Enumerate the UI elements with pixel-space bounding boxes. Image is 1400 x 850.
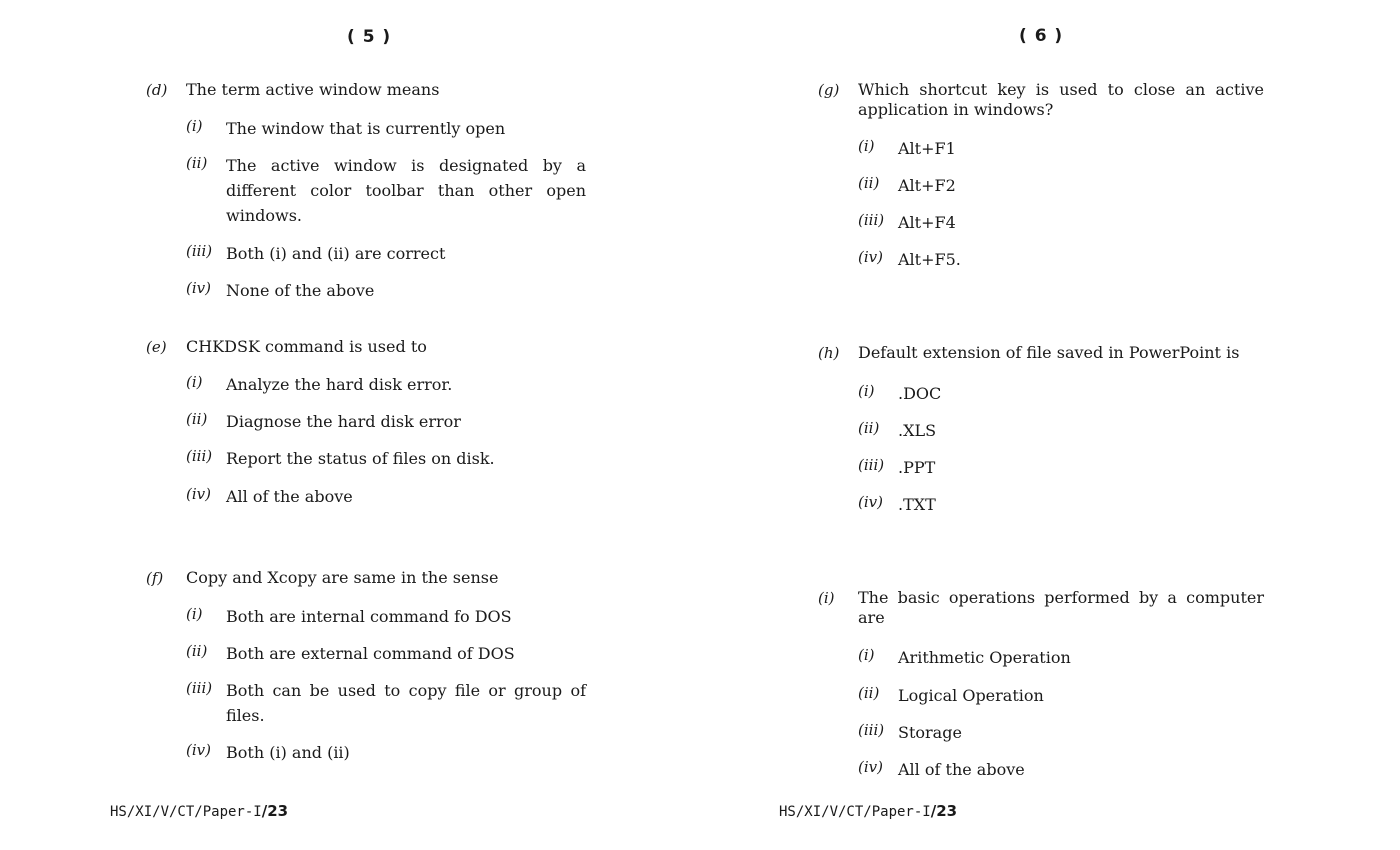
option-text: Alt+F2 bbox=[898, 176, 956, 195]
paper-code-left bbox=[110, 802, 288, 820]
option-text: All of the above bbox=[898, 760, 1025, 779]
page-number-left: ( 5 ) bbox=[347, 27, 392, 47]
option bbox=[818, 683, 1264, 708]
option bbox=[818, 173, 1264, 198]
option-list bbox=[146, 604, 596, 765]
option bbox=[818, 455, 1264, 480]
option bbox=[146, 484, 596, 509]
option-label: (ii) bbox=[186, 154, 208, 172]
question-i bbox=[818, 588, 1264, 782]
option-label: (iii) bbox=[186, 447, 213, 465]
option bbox=[146, 116, 596, 141]
option-label: (iv) bbox=[186, 485, 211, 503]
question-label: (e) bbox=[146, 338, 167, 356]
option-label: (i) bbox=[858, 137, 875, 155]
question-head bbox=[818, 343, 1264, 363]
option-text: The window that is currently open bbox=[226, 119, 506, 138]
option bbox=[146, 372, 596, 397]
option-text: Arithmetic Operation bbox=[898, 648, 1071, 667]
option-text: Both are internal command fo DOS bbox=[226, 607, 512, 626]
option-list bbox=[818, 645, 1264, 782]
option-text: Logical Operation bbox=[898, 686, 1044, 705]
question-label: (f) bbox=[146, 569, 164, 587]
question-e bbox=[146, 337, 596, 509]
option-label: (i) bbox=[858, 646, 875, 664]
option-text: Alt+F1 bbox=[898, 139, 956, 158]
question-label: (d) bbox=[146, 81, 168, 99]
paper-code-right bbox=[779, 802, 957, 820]
option-text: Both (i) and (ii) bbox=[226, 743, 350, 762]
question-label: (i) bbox=[818, 589, 835, 607]
question-d bbox=[146, 80, 596, 303]
option-label: (ii) bbox=[186, 642, 208, 660]
question-h bbox=[818, 343, 1264, 517]
option-text: .TXT bbox=[898, 495, 936, 514]
option-text: Alt+F4 bbox=[898, 213, 956, 232]
option-text: All of the above bbox=[226, 487, 353, 506]
question-head bbox=[146, 80, 596, 100]
option-label: (iv) bbox=[186, 279, 211, 297]
option-list bbox=[818, 381, 1264, 517]
paper-code: HS/XI/V/CT/Paper-I bbox=[779, 804, 931, 820]
option-label: (ii) bbox=[858, 419, 880, 437]
option-label: (i) bbox=[858, 382, 875, 400]
option-text: .XLS bbox=[898, 421, 937, 440]
paper-code: HS/XI/V/CT/Paper-I bbox=[110, 804, 262, 820]
option bbox=[818, 418, 1264, 443]
option-text: Analyze the hard disk error. bbox=[226, 375, 453, 394]
option-label: (iv) bbox=[858, 758, 883, 776]
option-text: Report the status of files on disk. bbox=[226, 449, 495, 468]
option-text: Both can be used to copy file or group of files. bbox=[226, 681, 586, 725]
option-label: (i) bbox=[186, 605, 203, 623]
option-text: .PPT bbox=[898, 458, 936, 477]
option bbox=[818, 247, 1264, 272]
option-list bbox=[146, 372, 596, 509]
option bbox=[818, 645, 1264, 670]
question-text: The basic operations performed by a computer are bbox=[858, 588, 1264, 627]
question-text: Default extension of file saved in PowerPoint is bbox=[858, 343, 1240, 362]
option bbox=[146, 278, 596, 303]
option-label: (i) bbox=[186, 117, 203, 135]
question-text: The term active window means bbox=[186, 80, 440, 99]
question-head bbox=[818, 80, 1264, 120]
option bbox=[818, 720, 1264, 745]
option-label: (ii) bbox=[186, 410, 208, 428]
option bbox=[818, 210, 1264, 235]
option-label: (iv) bbox=[858, 493, 883, 511]
option bbox=[818, 492, 1264, 517]
question-g bbox=[818, 80, 1264, 272]
option bbox=[818, 136, 1264, 161]
option-text: None of the above bbox=[226, 281, 375, 300]
option-text: Both are external command of DOS bbox=[226, 644, 515, 663]
paper-code-suffix: /23 bbox=[261, 802, 289, 820]
question-text: CHKDSK command is used to bbox=[186, 337, 427, 356]
question-f bbox=[146, 568, 596, 765]
option bbox=[818, 757, 1264, 782]
option bbox=[146, 678, 596, 728]
page-number-right: ( 6 ) bbox=[1019, 26, 1064, 46]
question-label: (h) bbox=[818, 344, 840, 362]
option-label: (iv) bbox=[186, 741, 211, 759]
option-text: Diagnose the hard disk error bbox=[226, 412, 461, 431]
option bbox=[146, 641, 596, 666]
option-list bbox=[818, 136, 1264, 272]
option-text: Storage bbox=[898, 723, 962, 742]
option-text: Both (i) and (ii) are correct bbox=[226, 244, 446, 263]
option-label: (iii) bbox=[186, 679, 213, 697]
option-text: The active window is designated by a different color toolbar than other open windows. bbox=[226, 156, 586, 225]
paper-code-suffix: /23 bbox=[930, 802, 958, 820]
option-label: (iii) bbox=[858, 456, 885, 474]
option-label: (iv) bbox=[858, 248, 883, 266]
question-head bbox=[146, 337, 596, 357]
question-head bbox=[146, 568, 596, 588]
option bbox=[146, 153, 596, 228]
option-label: (i) bbox=[186, 373, 203, 391]
option-label: (iii) bbox=[858, 211, 885, 229]
option-label: (iii) bbox=[858, 721, 885, 739]
option bbox=[146, 740, 596, 765]
option-text: .DOC bbox=[898, 384, 942, 403]
question-text: Which shortcut key is used to close an active application in windows? bbox=[858, 80, 1264, 119]
option-text: Alt+F5. bbox=[898, 250, 961, 269]
option-label: (ii) bbox=[858, 684, 880, 702]
option bbox=[146, 446, 596, 471]
question-text: Copy and Xcopy are same in the sense bbox=[186, 568, 499, 587]
option bbox=[146, 241, 596, 266]
option bbox=[818, 381, 1264, 406]
option-list bbox=[146, 116, 596, 303]
question-label: (g) bbox=[818, 81, 840, 99]
option bbox=[146, 604, 596, 629]
question-head bbox=[818, 588, 1264, 628]
option-label: (ii) bbox=[858, 174, 880, 192]
option bbox=[146, 409, 596, 434]
option-label: (iii) bbox=[186, 242, 213, 260]
